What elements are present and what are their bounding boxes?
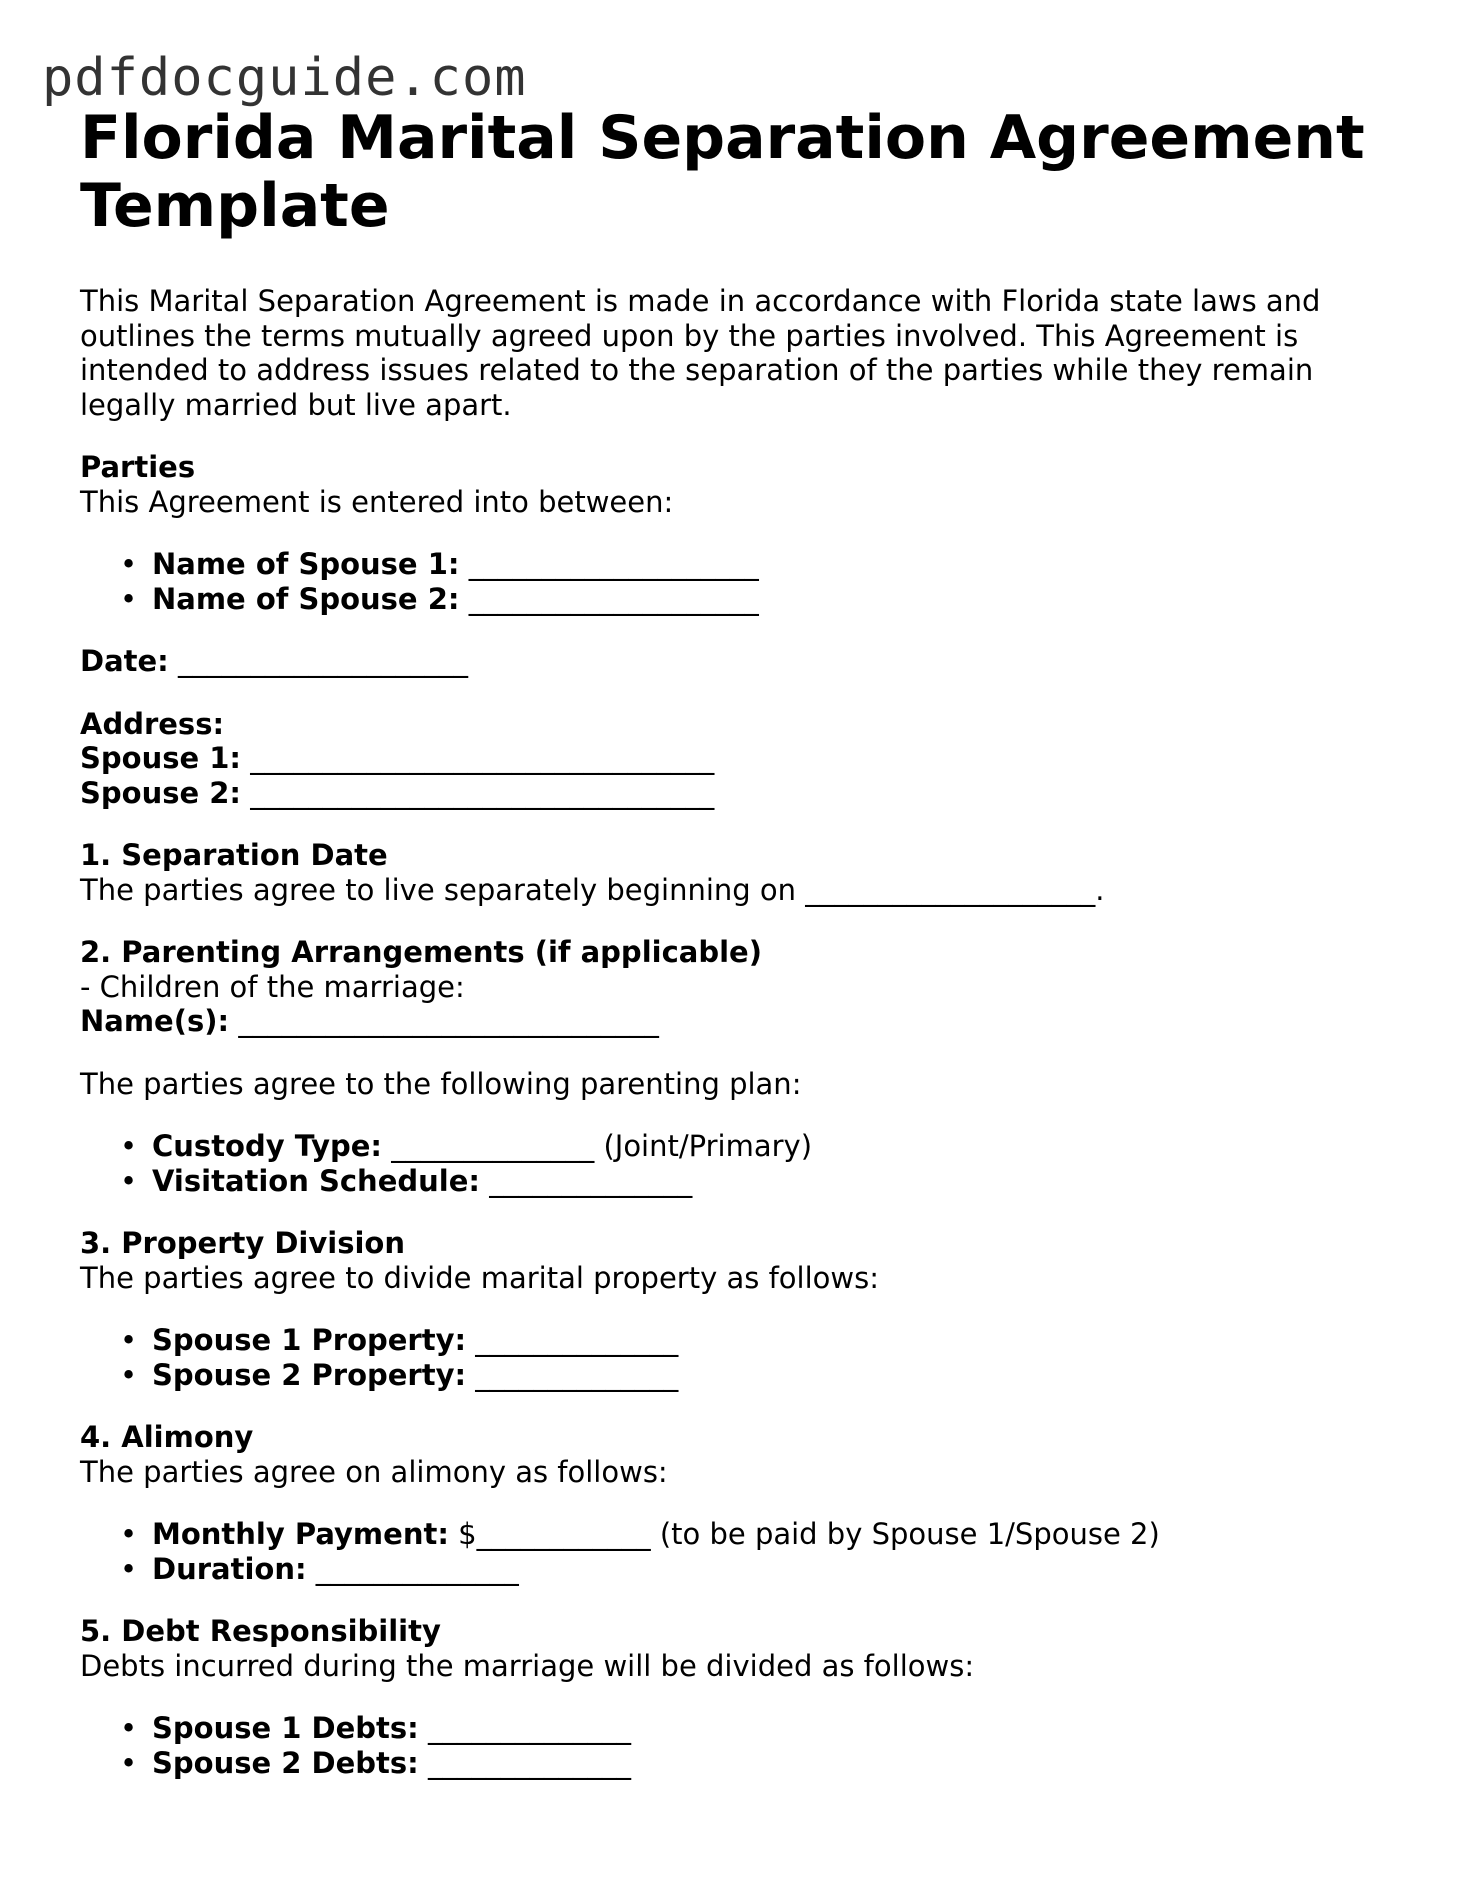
watermark: pdfdocguide.com bbox=[42, 48, 527, 108]
alimony-heading: 4. Alimony bbox=[80, 1420, 254, 1454]
parenting-list bbox=[80, 1129, 1380, 1198]
page-title bbox=[80, 104, 1380, 240]
list-item bbox=[152, 1552, 1380, 1587]
spouse2-name-blank[interactable]: ____________________ bbox=[468, 581, 759, 616]
title-line-2: Template bbox=[80, 171, 390, 241]
parties-list bbox=[80, 547, 1380, 616]
parties-section bbox=[80, 450, 1380, 616]
children-names-blank[interactable]: _____________________________ bbox=[238, 1004, 659, 1038]
document bbox=[80, 104, 1380, 1780]
property-section bbox=[80, 1226, 1380, 1392]
list-item bbox=[152, 1746, 1380, 1781]
property-heading: 3. Property Division bbox=[80, 1226, 405, 1260]
spouse1-debts-blank[interactable]: ______________ bbox=[418, 1711, 631, 1745]
debt-section bbox=[80, 1614, 1380, 1780]
spouse1-name-label: Name of Spouse 1: bbox=[152, 547, 460, 581]
custody-type-label: Custody Type: bbox=[152, 1129, 383, 1163]
date-line bbox=[80, 644, 1380, 679]
alimony-section bbox=[80, 1420, 1380, 1586]
spouse2-property-label: Spouse 2 Property: bbox=[152, 1357, 467, 1392]
title-line-1: Florida Marital Separation Agreement bbox=[80, 103, 1365, 173]
list-item bbox=[152, 1358, 1380, 1393]
duration-label: Duration: bbox=[152, 1551, 307, 1586]
parties-text: This Agreement is entered into between: bbox=[80, 484, 674, 519]
property-list bbox=[80, 1323, 1380, 1392]
date-blank[interactable]: ____________________ bbox=[178, 644, 468, 678]
spouse2-property-blank[interactable]: ______________ bbox=[466, 1357, 679, 1392]
spouse2-debts-blank[interactable]: ______________ bbox=[418, 1745, 631, 1780]
list-item bbox=[152, 547, 1380, 582]
debt-list bbox=[80, 1711, 1380, 1780]
visitation-label: Visitation Schedule: bbox=[152, 1163, 480, 1198]
debt-text: Debts incurred during the marriage will be divided as follows: bbox=[80, 1648, 975, 1683]
separation-heading: 1. Separation Date bbox=[80, 838, 388, 872]
debt-heading: 5. Debt Responsibility bbox=[80, 1614, 441, 1648]
address-spouse1-label: Spouse 1: bbox=[80, 741, 242, 775]
spouse2-debts-label: Spouse 2 Debts: bbox=[152, 1745, 419, 1780]
alimony-text: The parties agree on alimony as follows: bbox=[80, 1454, 668, 1489]
monthly-payment-label: Monthly Payment: bbox=[152, 1517, 449, 1551]
intro-paragraph: This Marital Separation Agreement is made in accordance with Florida state laws and outlines the terms mutually agreed upon by the parties involved. This Agreement is intended to address issues related to the separation of the parties while they remain legally married but live apart. bbox=[80, 284, 1321, 422]
spouse2-name-label: Name of Spouse 2: bbox=[152, 581, 460, 616]
alimony-list bbox=[80, 1517, 1380, 1586]
address-spouse2-blank[interactable]: ________________________________ bbox=[250, 775, 715, 810]
parenting-section bbox=[80, 935, 1380, 1198]
separation-section bbox=[80, 838, 1380, 907]
spouse1-debts-label: Spouse 1 Debts: bbox=[152, 1711, 419, 1745]
address-heading: Address: bbox=[80, 706, 225, 741]
list-item bbox=[152, 1129, 1380, 1164]
list-item bbox=[152, 1517, 1380, 1552]
parenting-heading: 2. Parenting Arrangements (if applicable) bbox=[80, 935, 762, 969]
monthly-payment-blank[interactable]: $____________ (to be paid by Spouse 1/Spouse 2) bbox=[448, 1517, 1160, 1551]
list-item bbox=[152, 582, 1380, 617]
spouse1-property-blank[interactable]: ______________ bbox=[466, 1323, 679, 1357]
custody-type-blank[interactable]: ______________ (Joint/Primary) bbox=[382, 1129, 813, 1163]
list-item bbox=[152, 1323, 1380, 1358]
property-text: The parties agree to divide marital property as follows: bbox=[80, 1260, 879, 1295]
duration-blank[interactable]: ______________ bbox=[306, 1551, 519, 1586]
spouse1-property-label: Spouse 1 Property: bbox=[152, 1323, 467, 1357]
list-item bbox=[152, 1711, 1380, 1746]
address-spouse1-blank[interactable]: ________________________________ bbox=[250, 741, 715, 775]
address-section bbox=[80, 707, 1380, 811]
visitation-blank[interactable]: ______________ bbox=[479, 1163, 693, 1198]
parenting-plan-text: The parties agree to the following parenting plan: bbox=[80, 1066, 802, 1101]
list-item bbox=[152, 1164, 1380, 1199]
separation-text: The parties agree to live separately beginning on ____________________. bbox=[80, 872, 1105, 907]
address-spouse2-label: Spouse 2: bbox=[80, 775, 242, 810]
date-label: Date: bbox=[80, 644, 169, 678]
children-text: - Children of the marriage: bbox=[80, 969, 465, 1004]
spouse1-name-blank[interactable]: ____________________ bbox=[468, 547, 759, 581]
children-names-label: Name(s): bbox=[80, 1004, 230, 1038]
parties-heading: Parties bbox=[80, 450, 196, 484]
